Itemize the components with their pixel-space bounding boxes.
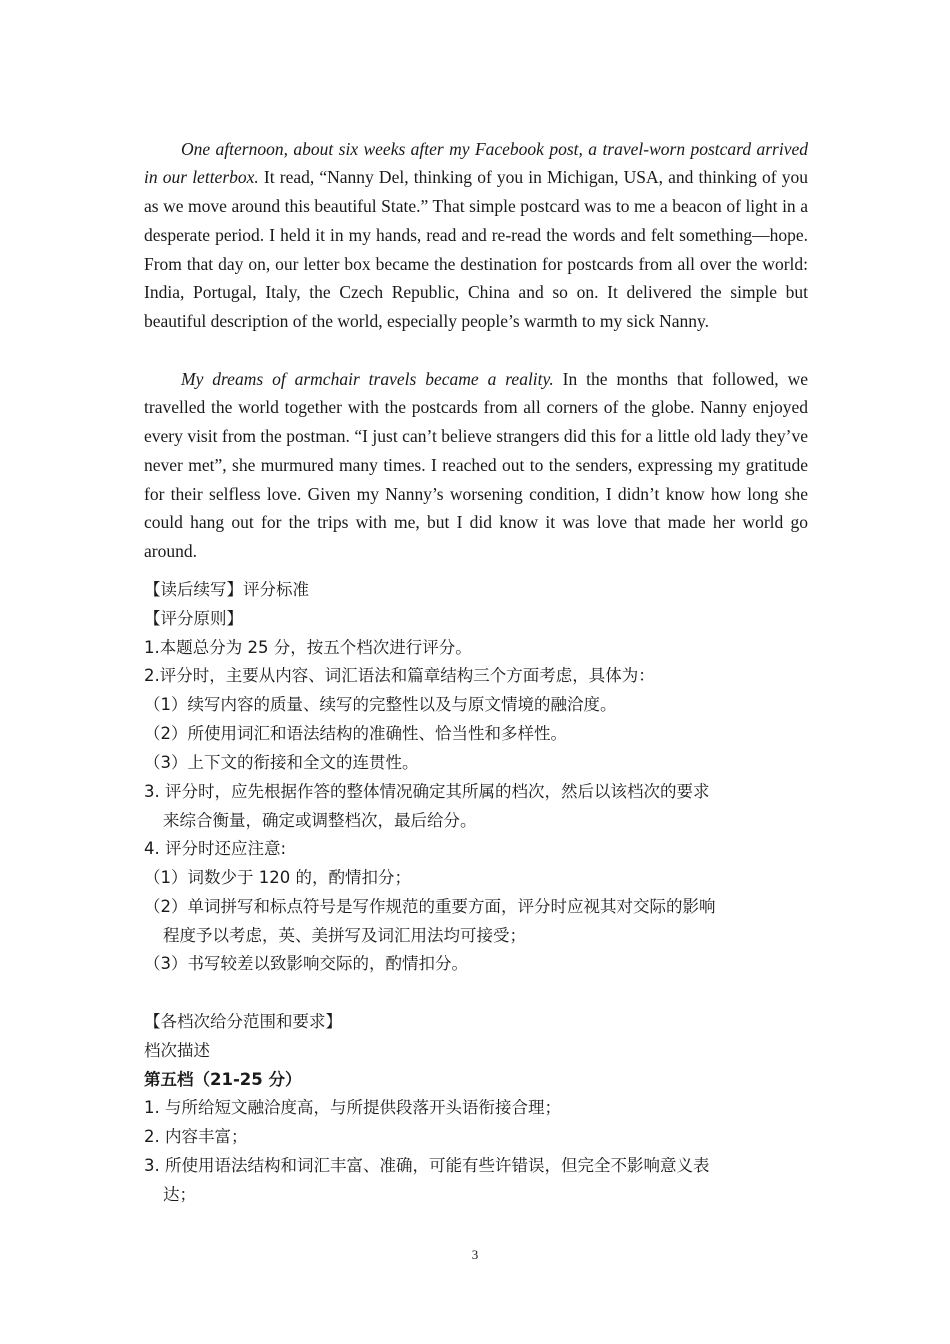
principle-item-4-3: （3）书写较差以致影响交际的，酌情扣分。: [144, 954, 468, 973]
levels-title: 【各档次给分范围和要求】: [144, 1012, 342, 1031]
rubric-section-title: 【读后续写】评分标准: [144, 580, 309, 599]
principle-item-1: 1.本题总分为 25 分，按五个档次进行评分。: [144, 638, 472, 657]
level-5-item-3-line-1: 3. 所使用语法结构和词汇丰富、准确，可能有些许错误，但完全不影响意义表: [144, 1156, 710, 1175]
principle-item-2-1: （1）续写内容的质量、续写的完整性以及与原文情境的融洽度。: [144, 695, 617, 714]
principle-item-4-1: （1）词数少于 120 的，酌情扣分；: [144, 868, 411, 887]
principle-item-2-2: （2）所使用词汇和语法结构的准确性、恰当性和多样性。: [144, 724, 567, 743]
principles-title: 【评分原则】: [144, 609, 243, 628]
story-paragraph-2-lead: My dreams of armchair travels became a reality.: [181, 368, 554, 389]
principle-item-2-3: （3）上下文的衔接和全文的连贯性。: [144, 753, 419, 772]
levels-description-label: 档次描述: [144, 1041, 210, 1060]
principle-item-4-2-line-2: 程度予以考虑，英、美拼写及词汇用法均可接受；: [163, 926, 526, 945]
level-5-item-1: 1. 与所给短文融洽度高，与所提供段落开头语衔接合理；: [144, 1098, 561, 1117]
story-paragraph-1-body: It read, “Nanny Del, thinking of you in Michigan, USA, and thinking of you as we move around this beautiful State.” That simple postcard was to me a beacon of light in a desperate period. I held it in my hands, read and re-read the words and felt something—hope. From that day on, our letter box became the destination for postcards from all over the world: India, Portugal, Italy, the Czech Republic, China and so on. It delivered the simple but beautiful description of the world, especially people’s warmth to my sick Nanny.: [144, 167, 808, 332]
story-paragraph-2: [144, 365, 808, 567]
level-5-item-3-line-2: 达；: [163, 1185, 196, 1204]
story-paragraph-1: [144, 135, 808, 337]
principle-item-3-line-2: 来综合衡量，确定或调整档次，最后给分。: [163, 811, 477, 830]
principle-item-4-2-line-1: （2）单词拼写和标点符号是写作规范的重要方面，评分时应视其对交际的影响: [144, 897, 716, 916]
story-paragraph-2-body: In the months that followed, we travelled the world together with the postcards from all corners of the globe. Nanny enjoyed every visit from the postman. “I just can’t believe strangers did this for a little old lady they’ve never met”, she murmured many times. I reached out to the senders, expressing my gratitude for their selfless love. Given my Nanny’s worsening condition, I didn’t know how long she could hang out for the trips with me, but I did know it was love that made her world go around.: [144, 368, 808, 562]
principle-item-4: 4. 评分时还应注意:: [144, 839, 287, 858]
level-5-item-2: 2. 内容丰富；: [144, 1127, 248, 1146]
story-paragraph-1-lead: One afternoon, about six weeks after my Facebook post, a travel-worn postcard arrived in our letterbox.: [144, 138, 808, 188]
principle-item-2: 2.评分时，主要从内容、词汇语法和篇章结构三个方面考虑，具体为：: [144, 666, 655, 685]
level-5-title: 第五档（21-25 分）: [144, 1070, 302, 1089]
principle-item-3-line-1: 3. 评分时，应先根据作答的整体情况确定其所属的档次，然后以该档次的要求: [144, 782, 710, 801]
page-number: 3: [471, 1247, 479, 1262]
